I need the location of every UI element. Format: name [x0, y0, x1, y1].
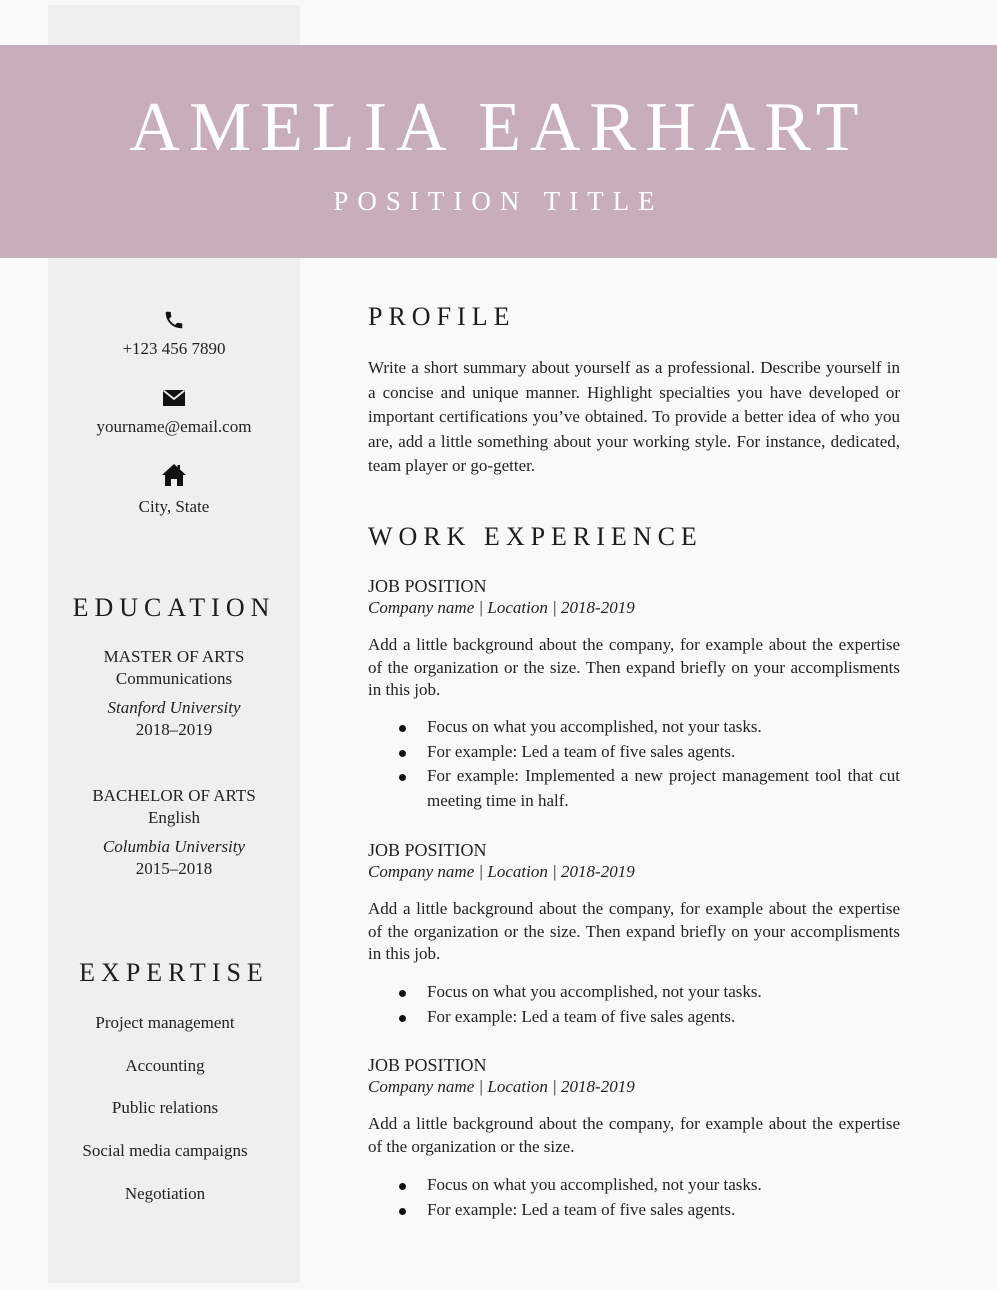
bullet-icon: [399, 725, 406, 732]
expertise-heading: EXPERTISE: [79, 958, 269, 987]
list-item: Focus on what you accomplished, not your tasks.: [368, 715, 900, 740]
list-item: For example: Led a team of five sales agents.: [368, 1005, 900, 1030]
list-item: For example: Led a team of five sales agents.: [368, 740, 900, 765]
education-heading: EDUCATION: [72, 593, 276, 622]
job-title: JOB POSITION: [368, 1055, 487, 1075]
expertise-item: Project management: [95, 1013, 235, 1032]
list-item: Focus on what you accomplished, not your tasks.: [368, 1173, 900, 1198]
job-title: JOB POSITION: [368, 576, 487, 596]
job-meta: Company name | Location | 2018-2019: [368, 862, 635, 881]
education-field: Communications: [115, 669, 233, 688]
envelope-icon: [160, 386, 188, 410]
bullet-icon: [399, 1208, 406, 1215]
education-field: English: [148, 808, 200, 827]
email-address: yourname@email.com: [96, 417, 252, 436]
list-item: For example: Led a team of five sales agents.: [368, 1198, 900, 1223]
job-meta: Company name | Location | 2018-2019: [368, 1077, 635, 1096]
candidate-name: AMELIA EARHART: [129, 89, 868, 166]
expertise-item: Negotiation: [124, 1184, 206, 1203]
list-item: For example: Implemented a new project management tool that cut meeting time in half.: [368, 764, 900, 813]
education-years: 2018–2019: [135, 720, 213, 739]
job-bullets: [368, 980, 900, 1029]
bullet-icon: [399, 990, 406, 997]
education-degree: BACHELOR OF ARTS: [92, 786, 256, 805]
bullet-icon: [399, 750, 406, 757]
phone-icon: [160, 308, 188, 332]
expertise-item: Accounting: [125, 1056, 205, 1075]
location: City, State: [138, 497, 210, 516]
bullet-icon: [399, 774, 406, 781]
bullet-icon: [399, 1015, 406, 1022]
education-degree: MASTER OF ARTS: [103, 647, 245, 666]
job-meta: Company name | Location | 2018-2019: [368, 598, 635, 617]
list-item: Focus on what you accomplished, not your tasks.: [368, 980, 900, 1005]
profile-summary: Write a short summary about yourself as a professional. Describe yourself in a concise and unique manner. Highlight specialties you have developed or important certifications you’ve obtained. To provide a better idea of who you are, add a little something about your working style. For instance, dedicated, team player or go-getter.: [368, 358, 900, 475]
home-icon: [160, 463, 188, 487]
job-bullets: [368, 1173, 900, 1222]
education-school: Stanford University: [107, 698, 241, 717]
job-description: Add a little background about the company, for example about the expertise of the organization or the size. Then expand briefly on your accomplisments in this job.: [368, 635, 900, 699]
phone-number: +123 456 7890: [122, 339, 226, 358]
job-bullets: [368, 715, 900, 813]
education-years: 2015–2018: [135, 859, 213, 878]
job-title: JOB POSITION: [368, 840, 487, 860]
expertise-item: Public relations: [111, 1098, 219, 1117]
work-experience-heading: WORK EXPERIENCE: [368, 522, 703, 551]
position-title: POSITION TITLE: [333, 186, 664, 216]
bullet-icon: [399, 1183, 406, 1190]
expertise-item: Social media campaigns: [82, 1141, 248, 1160]
job-description: Add a little background about the company, for example about the expertise of the organization or the size.: [368, 1114, 900, 1156]
profile-heading: PROFILE: [368, 302, 516, 331]
job-description: Add a little background about the company, for example about the expertise of the organization or the size. Then expand briefly on your accomplisments in this job.: [368, 899, 900, 963]
education-school: Columbia University: [102, 837, 246, 856]
